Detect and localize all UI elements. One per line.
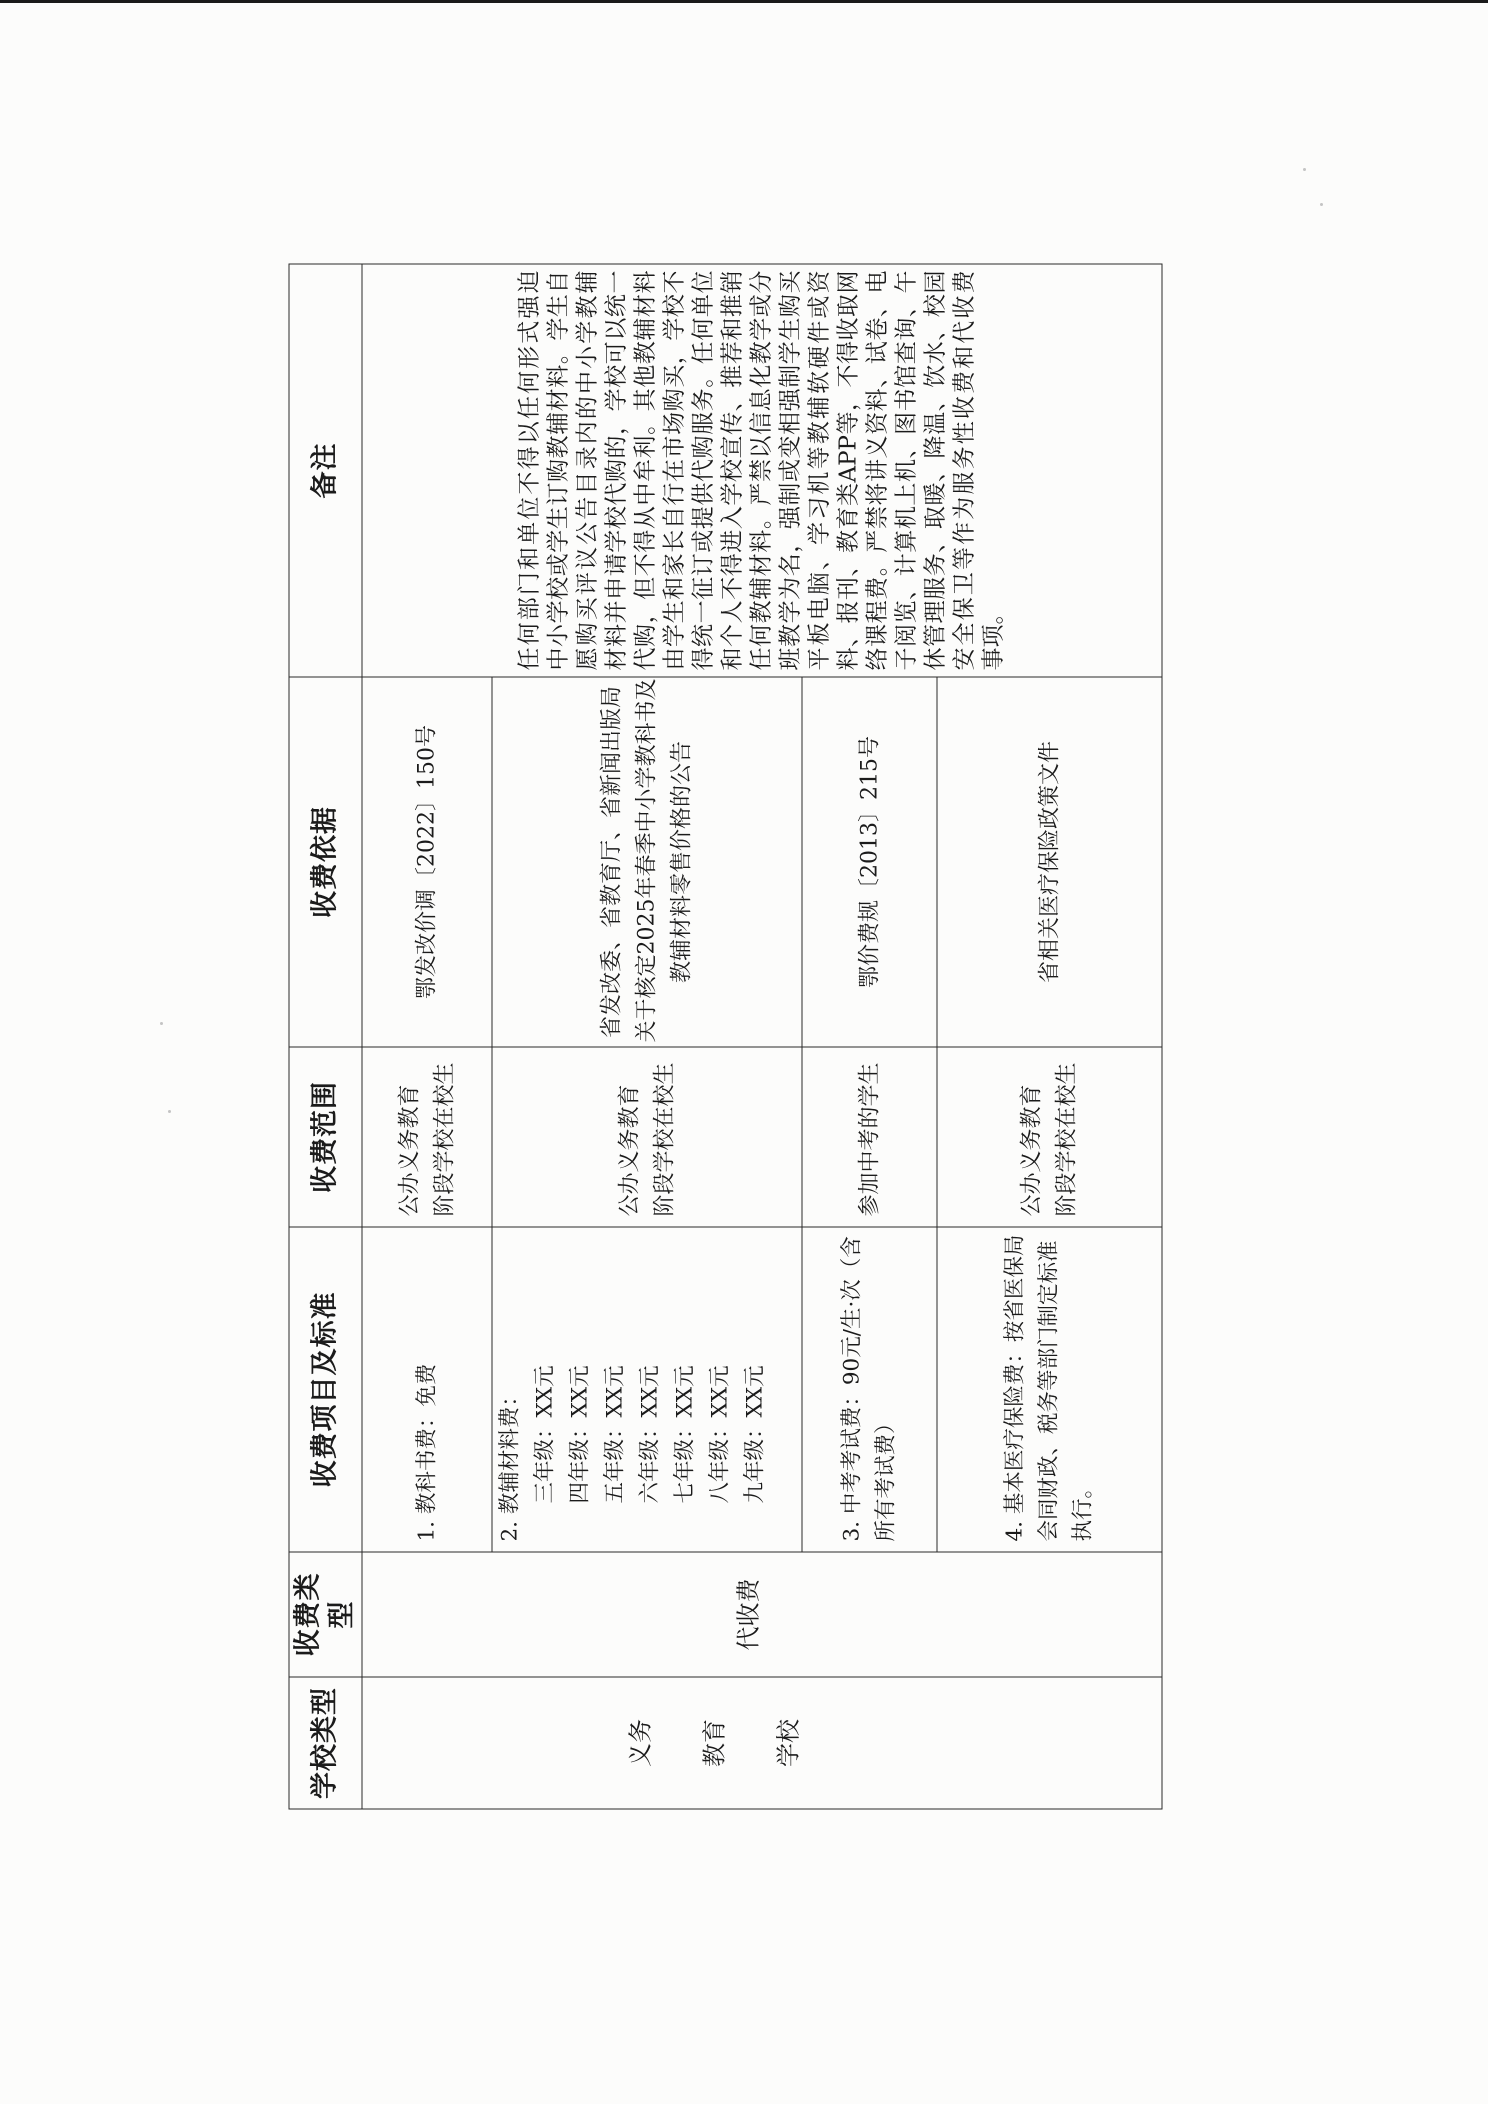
basis-cell (937, 677, 1162, 1047)
item-line: 执行。 (1070, 1476, 1096, 1542)
header-scope: 收费范围 (289, 1047, 362, 1227)
remarks-cell (362, 264, 1162, 677)
remarks-line: 料、报刊、教育类APP等，不得收取网 (835, 270, 862, 671)
remarks-line: 子阅览、计算机上机、图书馆查询、午 (893, 270, 920, 671)
scope-cell (802, 1047, 937, 1227)
item-line: 1. 教科书费：免费 (414, 1363, 439, 1542)
basis-line: 鄂价费规〔2013〕215号 (857, 736, 882, 988)
item-line: 所有考试费） (873, 1412, 899, 1542)
scope-line: 公办义务教育 (397, 1084, 422, 1217)
header-row (289, 264, 362, 1809)
scope-cell (362, 1047, 492, 1227)
table-row (362, 264, 492, 1809)
school-type-line: 学校 (774, 1719, 802, 1767)
remarks-line: 安全保卫等作为服务性收费和代收费 (951, 270, 978, 671)
header-basis: 收费依据 (289, 677, 362, 1047)
remarks-line: 愿购买评议公告目录内的中小学教辅 (574, 270, 601, 671)
basis-line: 教辅材料零售价格的公告 (669, 741, 695, 984)
fee-table (289, 264, 1163, 1810)
header-remarks: 备注 (289, 264, 362, 677)
basis-line: 省发改委、省教育厅、省新闻出版局 (599, 686, 625, 1039)
item-line: 4. 基本医疗保险费：按省医保局 (1002, 1234, 1028, 1542)
basis-cell (802, 677, 937, 1047)
grade-fee-line: 三年级：XX元 (532, 1365, 558, 1504)
remarks-line: 由学生和家长自行在市场购买，学校不 (661, 270, 688, 671)
scope-line: 公办义务教育 (1019, 1084, 1045, 1217)
scan-speck (1303, 168, 1306, 171)
remarks-line: 得统一征订或提供代购服务。任何单位 (690, 270, 717, 671)
fee-type-cell (362, 1552, 1162, 1677)
header-fee-type: 收费类型 (289, 1552, 362, 1677)
remarks-line: 材料并申请学校代购的，学校可以统一 (603, 270, 630, 671)
basis-cell (362, 677, 492, 1047)
school-type-cell (362, 1677, 1162, 1809)
scan-top-edge (0, 0, 1488, 3)
header-school-type: 学校类型 (289, 1677, 362, 1809)
basis-cell (492, 677, 802, 1047)
remarks-line: 任何教辅材料。严禁以信息化教学或分 (748, 270, 775, 671)
item-cell (802, 1227, 937, 1552)
remarks-line: 事项。 (980, 601, 1007, 671)
grade-fee-line: 六年级：XX元 (637, 1365, 663, 1504)
scope-line: 阶段学校在校生 (432, 1062, 457, 1217)
item-line: 会同财政、税务等部门制定标准 (1036, 1240, 1062, 1542)
item-line: 3. 中考考试费：90元/生·次（含 (839, 1236, 865, 1542)
grade-fee-line: 五年级：XX元 (602, 1365, 628, 1504)
remarks-line: 平板电脑、学习机等教辅软硬件或资 (806, 270, 833, 671)
item-cell (937, 1227, 1162, 1552)
remarks-line: 班教学为名，强制或变相强制学生购买 (777, 270, 804, 671)
scan-speck (1320, 203, 1323, 206)
basis-line: 省相关医疗保险政策文件 (1037, 741, 1062, 984)
fee-type-label: 代收费 (734, 1578, 762, 1651)
scope-line: 阶段学校在校生 (1054, 1062, 1080, 1217)
remarks-line: 络课程费。严禁将讲义资料、试卷、电 (864, 270, 891, 671)
remarks-line: 和个人不得进入学校宣传、推荐和推销 (719, 270, 746, 671)
scope-cell (492, 1047, 802, 1227)
remarks-line: 中小学校或学生订购教辅材料。学生自 (545, 270, 572, 671)
item-cell (362, 1227, 492, 1552)
header-item: 收费项目及标准 (289, 1227, 362, 1552)
grade-fee-line: 九年级：XX元 (742, 1365, 768, 1504)
scope-line: 参加中考的学生 (857, 1062, 882, 1217)
rotated-fee-table (289, 265, 1161, 1810)
item-cell (492, 1227, 802, 1552)
scope-line: 阶段学校在校生 (652, 1062, 677, 1217)
school-type-line: 义务 (626, 1719, 654, 1767)
item-line: 2. 教辅材料费： (497, 1385, 523, 1542)
grade-fee-line: 八年级：XX元 (707, 1365, 733, 1504)
scope-cell (937, 1047, 1162, 1227)
grade-fee-line: 七年级：XX元 (672, 1365, 698, 1504)
remarks-line: 休管理服务、取暖、降温、饮水、校园 (922, 270, 949, 671)
scan-speck (168, 1110, 171, 1113)
remarks-line: 任何部门和单位不得以任何形式强迫 (516, 270, 543, 671)
basis-line: 关于核定2025年春季中小学教科书及 (634, 678, 660, 1043)
scan-speck (160, 1022, 163, 1025)
scope-line: 公办义务教育 (617, 1084, 642, 1217)
school-type-line: 教育 (700, 1719, 728, 1767)
grade-fee-line: 四年级：XX元 (567, 1365, 593, 1504)
remarks-line: 代购，但不得从中牟利。其他教辅材料 (632, 270, 659, 671)
basis-line: 鄂发改价调〔2022〕150号 (414, 725, 440, 999)
